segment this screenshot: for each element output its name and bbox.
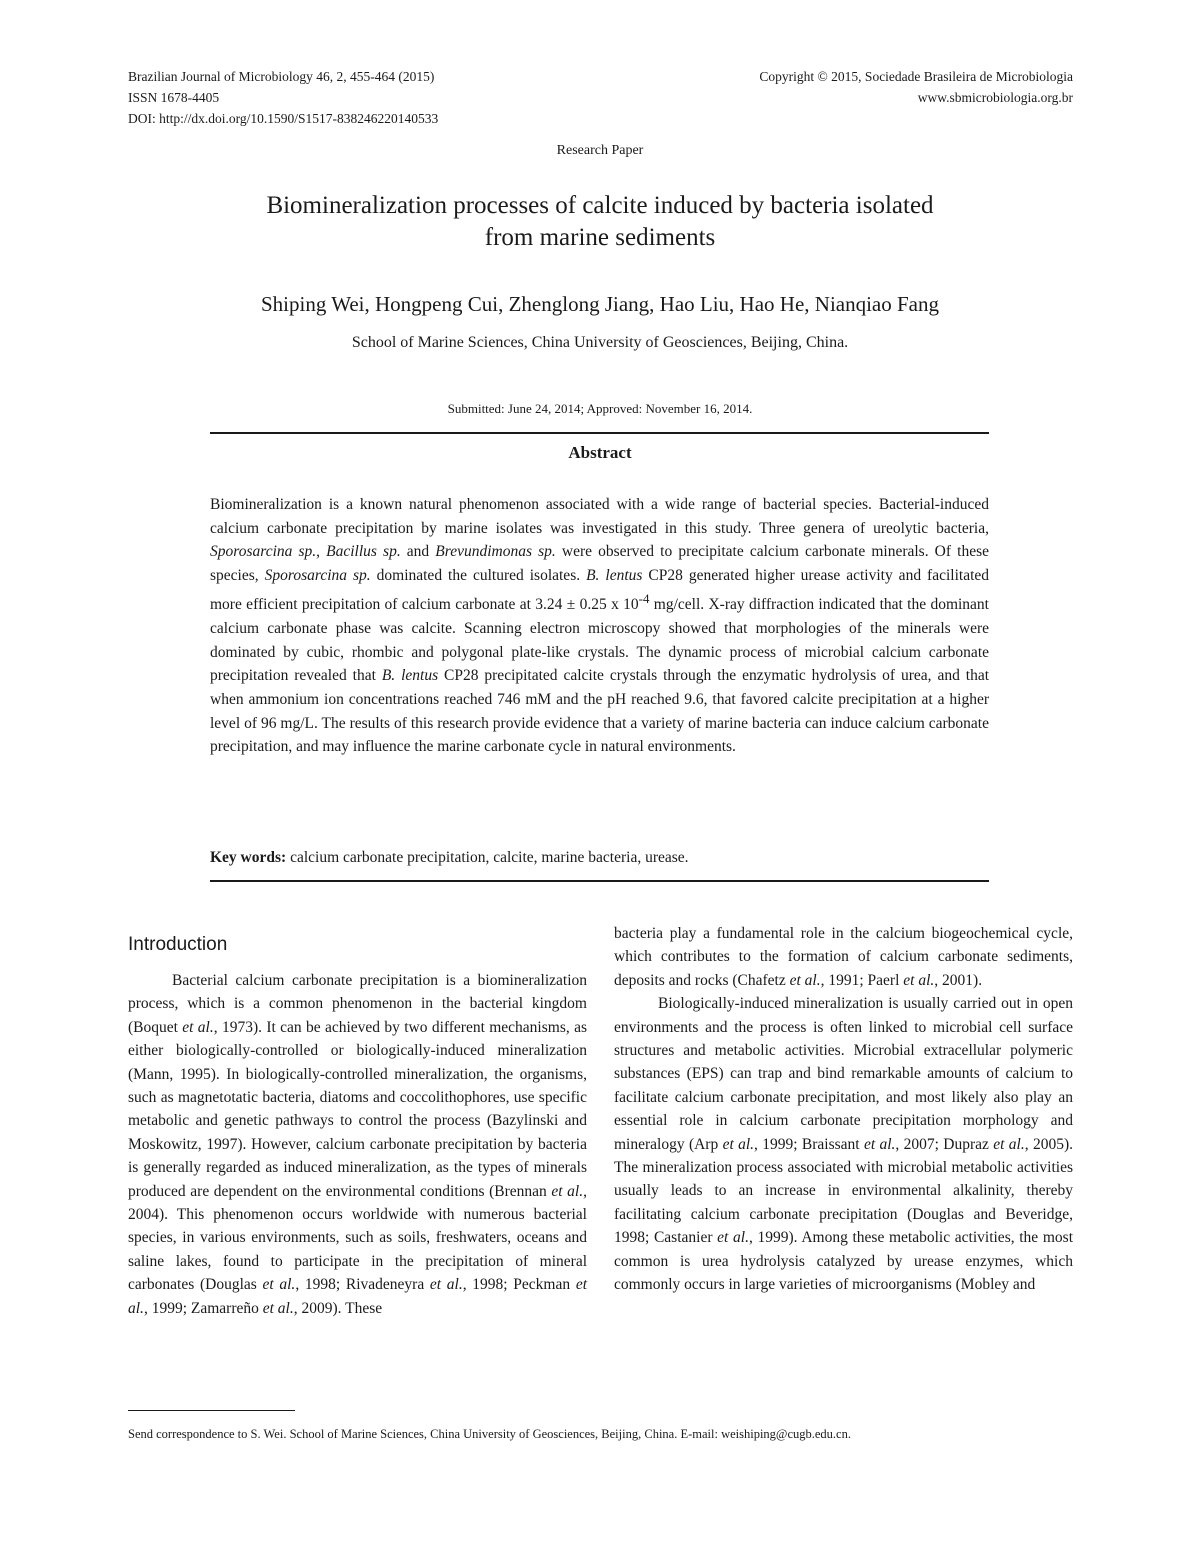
abstract-heading: Abstract (568, 443, 632, 462)
doi-link[interactable]: DOI: http://dx.doi.org/10.1590/S1517-838246220140533 (128, 111, 439, 126)
paper-type: Research Paper (556, 143, 644, 158)
paper-title (150, 190, 1050, 254)
abstract-bottom-rule (210, 880, 989, 882)
journal-header-right (759, 66, 1073, 108)
intro-paragraph-2: Biologically-induced mineralization is usually carried out in open environments and the process is often linked to microbial cell surface structures and metabolic activities. Microbial extracellular polymeric substances (EPS) can trap and bind remarkable amounts of calcium to facilitate calcium carbonate precipitation, and most likely also play an essential role in calcium carbonate precipitation morphology and mineralogy (Arp et al., 1999; Braissant et al., 2007; Dupraz et al., 2005). The mineralization process associated with microbial metabolic activities usually leads to an increase in environmental alkalinity, thereby facilitating calcium carbonate precipitation (Douglas and Beveridge, 1998; Castanier et al., 1999). Among these metabolic activities, the most common is urea hydrolysis catalyzed by urease enzymes, which commonly occurs in large varieties of microorganisms (Mobley and (614, 995, 1073, 1294)
abstract-paragraph: Biomineralization is a known natural phenomenon associated with a wide range of bacterial species. Bacterial-induced calcium carbonate precipitation by marine isolates was investigated in this study. Three genera of ureolytic bacteria, Sporosarcina sp., Bacillus sp. and Brevundimonas sp. were observed to precipitate calcium carbonate minerals. Of these species, Sporosarcina sp. dominated the cultured isolates. B. lentus CP28 generated higher urease activity and facilitated more efficient precipitation of calcium carbonate at 3.24 ± 0.25 x $10^{-4}$ mg/cell. X-ray diffraction indicated that the dominant calcium carbonate phase was calcite. Scanning electron microscopy showed that morphologies of the minerals were dominated by cubic, rhombic and polygonal plate-like crystals. The dynamic process of microbial calcium carbonate precipitation revealed that B. lentus CP28 precipitated calcite crystals through the enzymatic hydrolysis of urea, and that when ammonium ion concentrations reached 746 mM and the pH reached 9.6, that favored calcite precipitation at a higher level of 96 mg/L. The results of this research provide evidence that a variety of marine bacteria can induce calcium carbonate precipitation, and may influence the marine carbonate cycle in natural environments. (210, 496, 990, 756)
keywords-label: Key words: (210, 849, 287, 866)
keywords-text: calcium carbonate precipitation, calcite, marine bacteria, urease. (286, 849, 689, 866)
submission-dates: Submitted: June 24, 2014; Approved: November 16, 2014. (447, 401, 753, 416)
abstract-body (210, 493, 989, 759)
issn: ISSN 1678-4405 (128, 90, 220, 105)
keywords (210, 849, 989, 867)
intro-column-left (128, 969, 587, 1320)
correspondence-footnote: Send correspondence to S. Wei. School of Marine Sciences, China University of Geosciences, Beijing, China. E-mail: weishiping@cugb.edu.cn. (128, 1427, 851, 1441)
website-link[interactable]: www.sbmicrobiologia.org.br (917, 90, 1073, 105)
title-line-2: from marine sediments (484, 224, 716, 251)
copyright: Copyright © 2015, Sociedade Brasileira de Microbiologia (759, 69, 1073, 84)
authors: Shiping Wei, Hongpeng Cui, Zhenglong Jiang, Hao Liu, Hao He, Nianqiao Fang (261, 292, 939, 316)
intro-paragraph-1-continued: bacteria play a fundamental role in the calcium biogeochemical cycle, which contributes to the formation of calcium carbonate sediments, deposits and rocks (Chafetz et al., 1991; Paerl et al., 2001). (614, 925, 1073, 989)
intro-column-right (614, 922, 1073, 1297)
title-line-1: Biomineralization processes of calcite induced by bacteria isolated (266, 192, 934, 219)
affiliation: School of Marine Sciences, China University of Geosciences, Beijing, China. (351, 334, 849, 351)
introduction-heading: Introduction (128, 934, 228, 955)
journal-citation: Brazilian Journal of Microbiology 46, 2, 455-464 (2015) (128, 69, 435, 84)
journal-header-left (128, 66, 438, 129)
footnote-rule (128, 1410, 295, 1411)
intro-paragraph-1: Bacterial calcium carbonate precipitation is a biomineralization process, which is a common phenomenon in the bacterial kingdom (Boquet et al., 1973). It can be achieved by two different mechanisms, as either biologically-controlled or biologically-induced mineralization (Mann, 1995). In biologically-controlled mineralization, the organisms, such as magnetotatic bacteria, diatoms and coccolithophores, use specific metabolic and genetic pathways to control the process (Bazylinski and Moskowitz, 1997). However, calcium carbonate precipitation by bacteria is generally regarded as induced mineralization, as the types of minerals produced are dependent on the environmental conditions (Brennan et al., 2004). This phenomenon occurs worldwide with numerous bacterial species, in various environments, such as soils, freshwaters, oceans and saline lakes, found to participate in the precipitation of mineral carbonates (Douglas et al., 1998; Rivadeneyra et al., 1998; Peckman et al., 1999; Zamarreño et al., 2009). These (128, 972, 588, 1317)
abstract-top-rule (210, 432, 989, 434)
